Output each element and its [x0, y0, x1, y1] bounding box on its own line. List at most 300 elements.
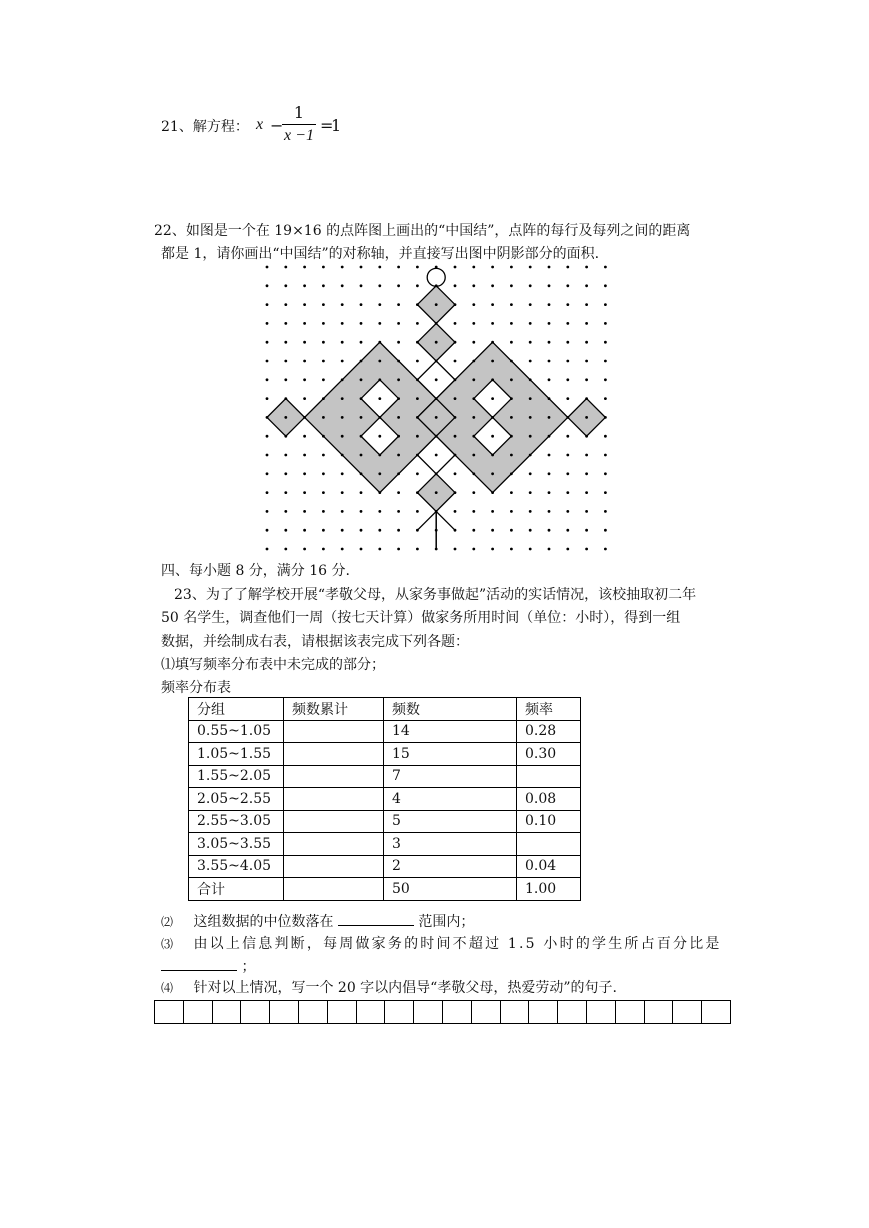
grid-dot — [303, 284, 306, 287]
sub3-text: 由以上信息判断，每周做家务的时间不超过 1.5 小时的学生所占百分比是 — [193, 936, 722, 952]
grid-dot — [266, 397, 269, 400]
table-cell: 2.55~3.05 — [189, 810, 284, 833]
grid-dot — [472, 360, 475, 363]
grid-dot — [566, 266, 569, 269]
grid-dot — [416, 322, 419, 325]
grid-dot — [604, 284, 607, 287]
grid-dot — [566, 435, 569, 438]
grid-dot — [397, 266, 400, 269]
grid-dot — [585, 378, 588, 381]
grid-dot — [322, 472, 325, 475]
grid-dot — [548, 491, 551, 494]
grid-dot — [604, 435, 607, 438]
answer-boxes[interactable] — [154, 1000, 731, 1024]
grid-dot — [322, 416, 325, 419]
grid-dot — [303, 322, 306, 325]
q23-sub3 — [161, 934, 722, 954]
grid-dot — [566, 416, 569, 419]
grid-dot — [341, 548, 344, 551]
table-cell: 50 — [384, 878, 517, 901]
grid-dot — [303, 341, 306, 344]
grid-dot — [341, 284, 344, 287]
grid-dot — [284, 491, 287, 494]
grid-dot — [454, 360, 457, 363]
grid-dot — [341, 397, 344, 400]
grid-dot — [341, 472, 344, 475]
grid-dot — [303, 378, 306, 381]
grid-dot — [510, 322, 513, 325]
grid-dot — [491, 284, 494, 287]
grid-dot — [454, 378, 457, 381]
grid-dot — [510, 491, 513, 494]
grid-dot — [529, 341, 532, 344]
grid-dot — [491, 266, 494, 269]
grid-dot — [472, 397, 475, 400]
grid-dot — [604, 341, 607, 344]
grid-dot — [510, 303, 513, 306]
answer-box[interactable] — [270, 1001, 299, 1023]
grid-dot — [454, 322, 457, 325]
grid-dot — [378, 341, 381, 344]
grid-dot — [454, 341, 457, 344]
grid-dot — [585, 397, 588, 400]
table-row — [189, 810, 581, 833]
grid-dot — [472, 435, 475, 438]
table-cell[interactable] — [284, 788, 384, 811]
answer-box[interactable] — [472, 1001, 501, 1023]
grid-dot — [454, 548, 457, 551]
grid-dot — [341, 416, 344, 419]
grid-dot — [360, 322, 363, 325]
grid-dot — [604, 416, 607, 419]
grid-dot — [416, 341, 419, 344]
median-blank[interactable] — [338, 911, 414, 926]
grid-dot — [529, 472, 532, 475]
answer-box[interactable] — [616, 1001, 645, 1023]
grid-dot — [397, 435, 400, 438]
grid-dot — [529, 454, 532, 457]
table-cell: 3.55~4.05 — [189, 855, 284, 878]
grid-dot — [548, 266, 551, 269]
grid-dot — [472, 491, 475, 494]
grid-dot — [416, 360, 419, 363]
grid-dot — [378, 491, 381, 494]
grid-dot — [510, 284, 513, 287]
grid-dot — [604, 378, 607, 381]
table-row — [189, 743, 581, 766]
grid-dot — [548, 435, 551, 438]
grid-dot — [322, 529, 325, 532]
grid-dot — [303, 510, 306, 513]
grid-dot — [472, 266, 475, 269]
grid-dot — [435, 472, 438, 475]
grid-dot — [341, 529, 344, 532]
grid-dot — [378, 397, 381, 400]
grid-dot — [510, 472, 513, 475]
answer-box[interactable] — [587, 1001, 616, 1023]
grid-dot — [322, 491, 325, 494]
grid-dot — [566, 360, 569, 363]
sub4-number: ⑷ — [161, 981, 174, 995]
q21-label: 21、解方程： — [161, 119, 249, 135]
grid-dot — [566, 454, 569, 457]
table-header-cell: 分组 — [189, 698, 284, 721]
grid-dot — [566, 510, 569, 513]
grid-dot — [548, 360, 551, 363]
grid-dot — [491, 491, 494, 494]
grid-dot — [491, 303, 494, 306]
q21-x: x — [256, 116, 264, 133]
grid-dot — [585, 548, 588, 551]
grid-dot — [454, 454, 457, 457]
answer-box[interactable] — [414, 1001, 443, 1023]
grid-dot — [266, 266, 269, 269]
grid-dot — [416, 454, 419, 457]
grid-dot — [604, 548, 607, 551]
grid-dot — [529, 378, 532, 381]
grid-dot — [604, 303, 607, 306]
grid-dot — [341, 360, 344, 363]
table-cell: 7 — [384, 765, 517, 788]
grid-dot — [284, 510, 287, 513]
answer-box[interactable] — [645, 1001, 674, 1023]
grid-dot — [435, 491, 438, 494]
grid-dot — [604, 454, 607, 457]
grid-dot — [416, 510, 419, 513]
grid-dot — [284, 435, 287, 438]
grid-dot — [266, 284, 269, 287]
grid-dot — [378, 510, 381, 513]
grid-dot — [284, 303, 287, 306]
answer-box[interactable] — [328, 1001, 357, 1023]
grid-dot — [585, 360, 588, 363]
grid-dot — [341, 435, 344, 438]
answer-box[interactable] — [184, 1001, 213, 1023]
grid-dot — [416, 397, 419, 400]
grid-dot — [454, 491, 457, 494]
grid-dot — [435, 397, 438, 400]
grid-dot — [360, 378, 363, 381]
grid-dot — [397, 284, 400, 287]
grid-dot — [322, 548, 325, 551]
table-cell: 1.00 — [517, 878, 581, 901]
grid-dot — [472, 510, 475, 513]
grid-dot — [322, 454, 325, 457]
grid-dot — [397, 341, 400, 344]
q22-line2: 都是 1，请你画出“中国结”的对称轴，并直接写出图中阴影部分的面积. — [161, 246, 600, 262]
table-row — [189, 765, 581, 788]
grid-dot — [529, 360, 532, 363]
grid-dot — [604, 529, 607, 532]
grid-dot — [397, 416, 400, 419]
table-row — [189, 833, 581, 856]
percent-blank[interactable] — [161, 956, 237, 971]
grid-dot — [341, 510, 344, 513]
grid-dot — [322, 341, 325, 344]
table-row — [189, 720, 581, 743]
grid-dot — [284, 472, 287, 475]
grid-dot — [566, 397, 569, 400]
table-row — [189, 788, 581, 811]
grid-dot — [529, 266, 532, 269]
grid-dot — [510, 435, 513, 438]
table-cell[interactable] — [284, 810, 384, 833]
grid-dot — [266, 360, 269, 363]
grid-dot — [585, 416, 588, 419]
grid-dot — [566, 472, 569, 475]
grid-dot — [454, 435, 457, 438]
grid-dot — [397, 548, 400, 551]
q22-line1: 22、如图是一个在 19×16 的点阵图上画出的“中国结”，点阵的每行及每列之间的距离 — [154, 223, 691, 239]
answer-box[interactable] — [702, 1001, 730, 1023]
grid-dot — [360, 266, 363, 269]
answer-box[interactable] — [213, 1001, 242, 1023]
grid-dot — [529, 322, 532, 325]
grid-dot — [548, 341, 551, 344]
grid-dot — [360, 397, 363, 400]
grid-dot — [284, 322, 287, 325]
grid-dot — [360, 510, 363, 513]
grid-dot — [529, 548, 532, 551]
grid-dot — [378, 378, 381, 381]
table-cell: 5 — [384, 810, 517, 833]
answer-box[interactable] — [241, 1001, 270, 1023]
grid-dot — [491, 510, 494, 513]
grid-dot — [341, 341, 344, 344]
grid-dot — [378, 472, 381, 475]
grid-dot — [529, 491, 532, 494]
grid-dot — [284, 266, 287, 269]
table-cell: 0.10 — [517, 810, 581, 833]
grid-dot — [454, 397, 457, 400]
grid-dot — [548, 303, 551, 306]
grid-dot — [472, 322, 475, 325]
grid-dot — [510, 510, 513, 513]
grid-dot — [548, 284, 551, 287]
grid-dot — [284, 284, 287, 287]
table-cell[interactable] — [284, 743, 384, 766]
table-cell[interactable] — [517, 765, 581, 788]
grid-dot — [585, 435, 588, 438]
grid-dot — [510, 416, 513, 419]
answer-box[interactable] — [673, 1001, 702, 1023]
grid-dot — [284, 360, 287, 363]
table-cell[interactable] — [517, 833, 581, 856]
table-cell: 0.30 — [517, 743, 581, 766]
grid-dot — [360, 472, 363, 475]
table-cell: 0.28 — [517, 720, 581, 743]
answer-box[interactable] — [385, 1001, 414, 1023]
table-cell: 2 — [384, 855, 517, 878]
sub4-text: 针对以上情况，写一个 20 字以内倡导“孝敬父母，热爱劳动”的句子. — [193, 980, 617, 996]
grid-dot — [341, 266, 344, 269]
table-cell: 0.08 — [517, 788, 581, 811]
grid-dot — [472, 472, 475, 475]
section4-heading: 四、每小题 8 分，满分 16 分. — [161, 563, 350, 579]
grid-dot — [416, 266, 419, 269]
grid-dot — [303, 397, 306, 400]
grid-dot — [303, 266, 306, 269]
table-header-cell: 频率 — [517, 698, 581, 721]
table-cell: 0.04 — [517, 855, 581, 878]
grid-dot — [566, 548, 569, 551]
grid-dot — [529, 284, 532, 287]
grid-dot — [604, 360, 607, 363]
tassel-line-left — [417, 511, 436, 530]
grid-dot — [360, 435, 363, 438]
grid-dot — [491, 548, 494, 551]
grid-dot — [416, 435, 419, 438]
grid-dot — [529, 397, 532, 400]
q23-sub1: ⑴填写频率分布表中未完成的部分； — [161, 657, 385, 673]
grid-dot — [284, 341, 287, 344]
grid-dot — [491, 360, 494, 363]
answer-box[interactable] — [155, 1001, 184, 1023]
grid-dot — [454, 416, 457, 419]
grid-dot — [510, 378, 513, 381]
grid-dot — [454, 284, 457, 287]
grid-dot — [435, 360, 438, 363]
grid-dot — [529, 303, 532, 306]
grid-dot — [585, 454, 588, 457]
grid-dot — [322, 360, 325, 363]
grid-dot — [303, 303, 306, 306]
grid-dot — [585, 491, 588, 494]
grid-dot — [548, 378, 551, 381]
table-cell[interactable] — [284, 878, 384, 901]
grid-dot — [266, 454, 269, 457]
sub2-number: ⑵ — [161, 915, 174, 929]
table-cell[interactable] — [284, 765, 384, 788]
grid-dot — [266, 322, 269, 325]
grid-dot — [397, 454, 400, 457]
grid-dot — [510, 397, 513, 400]
table-cell: 4 — [384, 788, 517, 811]
grid-dot — [529, 529, 532, 532]
grid-dot — [566, 341, 569, 344]
grid-dot — [585, 303, 588, 306]
top-ring-circle — [427, 268, 445, 286]
grid-dot — [491, 416, 494, 419]
q23-line2: 50 名学生，调查他们一周（按七天计算）做家务所用时间（单位：小时），得到一组 — [161, 610, 681, 626]
answer-box[interactable] — [443, 1001, 472, 1023]
grid-dot — [566, 491, 569, 494]
grid-dot — [284, 416, 287, 419]
grid-dot — [266, 529, 269, 532]
grid-dot — [322, 397, 325, 400]
grid-dot — [416, 491, 419, 494]
grid-dot — [566, 303, 569, 306]
answer-box[interactable] — [529, 1001, 558, 1023]
grid-dot — [454, 303, 457, 306]
grid-dot — [454, 510, 457, 513]
grid-dot — [360, 303, 363, 306]
grid-dot — [266, 472, 269, 475]
grid-dot — [303, 548, 306, 551]
grid-dot — [397, 360, 400, 363]
grid-dot — [510, 341, 513, 344]
grid-dot — [472, 548, 475, 551]
grid-dot — [604, 472, 607, 475]
grid-dot — [284, 397, 287, 400]
q23-sub3-cont — [161, 956, 255, 977]
grid-dot — [454, 472, 457, 475]
table-cell[interactable] — [284, 855, 384, 878]
grid-dot — [416, 284, 419, 287]
q23-line1: 23、为了了解学校开展“孝敬父母，从家务事做起”活动的实话情况，该校抽取初二年 — [174, 587, 697, 603]
grid-dot — [491, 341, 494, 344]
table-header-row — [189, 698, 581, 721]
grid-dot — [416, 303, 419, 306]
grid-dot — [360, 284, 363, 287]
grid-dot — [416, 416, 419, 419]
grid-dot — [435, 303, 438, 306]
table-cell[interactable] — [284, 720, 384, 743]
grid-dot — [435, 284, 438, 287]
sub2-text-end: 范围内； — [418, 914, 475, 930]
grid-dot — [378, 303, 381, 306]
answer-box[interactable] — [558, 1001, 587, 1023]
grid-dot — [378, 416, 381, 419]
grid-dot — [397, 510, 400, 513]
grid-dot — [322, 378, 325, 381]
grid-dot — [566, 322, 569, 325]
grid-dot — [322, 303, 325, 306]
q21-rhs: 1 — [331, 116, 342, 135]
grid-dot — [360, 548, 363, 551]
grid-dot — [548, 397, 551, 400]
tassel-line-right — [436, 511, 455, 530]
answer-box[interactable] — [357, 1001, 386, 1023]
sub3-number: ⑶ — [161, 937, 174, 951]
grid-dot — [360, 529, 363, 532]
grid-dot — [491, 454, 494, 457]
grid-dot — [322, 435, 325, 438]
grid-dot — [416, 548, 419, 551]
grid-dot — [491, 529, 494, 532]
grid-dot — [322, 284, 325, 287]
grid-dot — [435, 454, 438, 457]
grid-dot — [435, 266, 438, 269]
answer-box[interactable] — [501, 1001, 530, 1023]
grid-dot — [378, 322, 381, 325]
grid-dot — [266, 341, 269, 344]
grid-dot — [397, 322, 400, 325]
grid-dot — [284, 454, 287, 457]
grid-dot — [378, 284, 381, 287]
grid-dot — [322, 510, 325, 513]
grid-dot — [454, 266, 457, 269]
table-cell: 1.55~2.05 — [189, 765, 284, 788]
grid-dot — [378, 529, 381, 532]
table-cell: 14 — [384, 720, 517, 743]
grid-dot — [472, 378, 475, 381]
grid-dot — [585, 341, 588, 344]
table-cell[interactable] — [284, 833, 384, 856]
grid-dot — [341, 322, 344, 325]
grid-dot — [472, 341, 475, 344]
grid-dot — [472, 416, 475, 419]
grid-dot — [585, 510, 588, 513]
grid-dot — [604, 266, 607, 269]
answer-box[interactable] — [299, 1001, 328, 1023]
grid-dot — [510, 529, 513, 532]
grid-dot — [303, 435, 306, 438]
grid-dot — [378, 360, 381, 363]
grid-dot — [566, 378, 569, 381]
grid-dot — [548, 416, 551, 419]
grid-dot — [360, 416, 363, 419]
